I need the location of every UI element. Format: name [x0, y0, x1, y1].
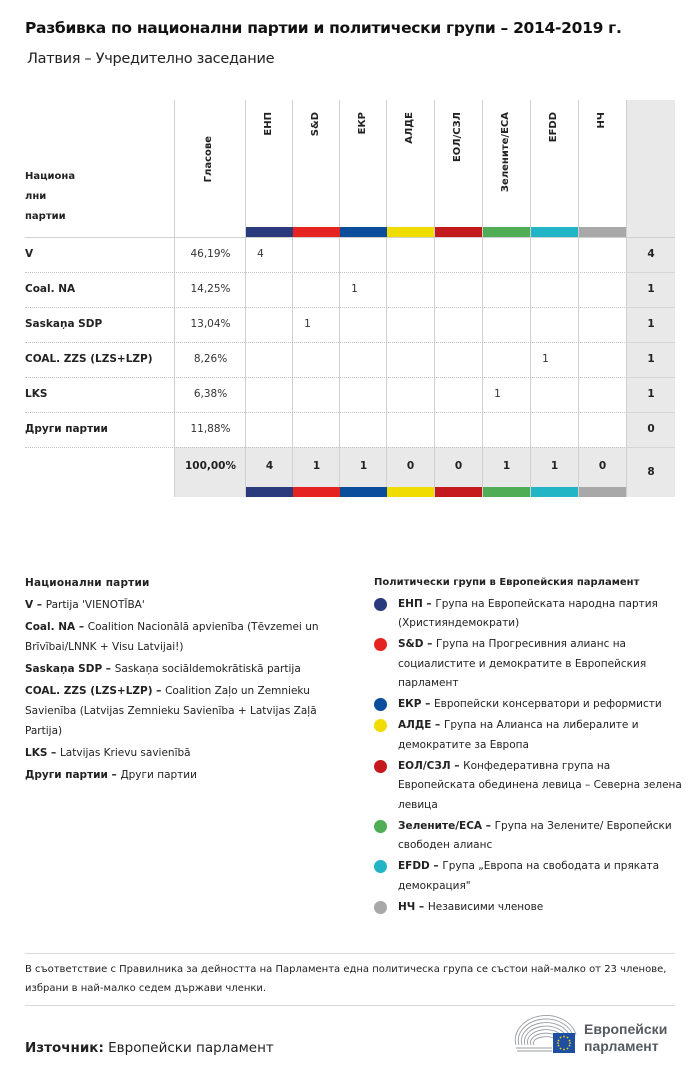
col-header-group: ЕНП: [263, 112, 274, 136]
total-seats-cell: 8: [647, 466, 655, 478]
national-parties-legend: [25, 573, 355, 787]
group-color-bar-top: [293, 227, 340, 237]
group-color-bar-bottom: [531, 487, 578, 497]
separator: –: [152, 685, 166, 697]
row-divider: [25, 447, 627, 448]
col-header-group: ЕОЛ/СЗЛ: [452, 112, 463, 163]
row-divider: [627, 272, 675, 273]
column-divider: [482, 100, 483, 497]
political-group-item: [374, 595, 684, 634]
row-divider: [25, 377, 627, 378]
group-abbr: EFDD: [398, 860, 430, 872]
row-party-label: V: [25, 248, 34, 260]
row-group-seats-cell: 1: [494, 388, 501, 400]
group-abbr: АЛДЕ: [398, 719, 432, 731]
separator: –: [482, 819, 495, 832]
group-color-dot-icon: [374, 860, 387, 873]
separator: –: [429, 860, 443, 872]
group-abbr: ЕНП: [398, 597, 423, 610]
results-table: [0, 0, 700, 500]
logo-text-line2: парламент: [584, 1038, 659, 1054]
group-color-bar-top: [387, 227, 434, 237]
party-name: Latvijas Krievu savienībā: [59, 747, 191, 759]
separator: –: [422, 597, 436, 610]
group-color-dot-icon: [374, 698, 387, 711]
seats-column-bg: [627, 100, 675, 497]
row-divider: [25, 412, 627, 413]
total-group-seats-cell: 1: [359, 460, 368, 472]
party-name: Други партии: [120, 769, 197, 781]
national-party-item: [25, 743, 355, 763]
total-group-seats-cell: 1: [550, 460, 559, 472]
col-header-group: ЕКР: [357, 112, 368, 135]
row-party-label: COAL. ZZS (LZS+LZP): [25, 353, 153, 365]
political-groups-heading: Политически групи в Европейския парламент: [374, 577, 640, 588]
political-group-item: [374, 695, 684, 715]
group-abbr: ЕКР: [398, 698, 422, 710]
column-divider: [245, 100, 246, 497]
group-color-bar-top: [483, 227, 530, 237]
row-total-seats-cell: 4: [647, 248, 655, 260]
divider: [25, 1005, 675, 1006]
group-abbr: S&D: [398, 638, 424, 650]
row-divider: [627, 412, 675, 413]
row-divider: [25, 342, 627, 343]
row-total-seats-cell: 1: [647, 283, 655, 295]
party-abbr: COAL. ZZS (LZS+LZP): [25, 685, 153, 697]
group-color-bar-bottom: [293, 487, 340, 497]
row-votes-cell: 11,88%: [190, 423, 231, 435]
col-header-group: Зелените/ЕСА: [500, 112, 511, 193]
party-abbr: V: [25, 599, 34, 611]
group-color-dot-icon: [374, 719, 387, 732]
political-group-item: [374, 716, 684, 755]
group-name: Група на Европейската народна партия (Християндемократи): [398, 597, 658, 629]
group-color-bar-bottom: [483, 487, 530, 497]
column-divider: [530, 100, 531, 497]
row-divider: [627, 342, 675, 343]
ep-logo: [512, 1015, 682, 1055]
separator: –: [421, 698, 435, 710]
national-party-item: [25, 659, 355, 679]
row-divider: [627, 377, 675, 378]
political-group-item: [374, 857, 684, 896]
party-name: Saskaņa sociāldemokrātiskā partija: [114, 663, 301, 675]
row-votes-cell: 8,26%: [193, 353, 228, 365]
separator: –: [431, 719, 444, 731]
footnote: В съответствие с Правилника за дейността на Парламента една политическа група се състои най-малко от 23 членове, избрани в най-малко седем държави членки.: [25, 964, 667, 994]
total-group-seats-cell: 0: [454, 460, 463, 472]
row-party-label: Coal. NA: [25, 283, 76, 295]
row-total-seats-cell: 0: [647, 423, 655, 435]
group-name: Независими членове: [427, 900, 544, 913]
group-color-bar-top: [246, 227, 293, 237]
total-group-seats-cell: 1: [312, 460, 321, 472]
group-name: Група „Европа на свободата и пряката демокрация": [398, 860, 660, 892]
row-votes-cell: 46,19%: [190, 248, 231, 260]
national-party-item: [25, 595, 355, 615]
separator: –: [75, 621, 88, 633]
group-abbr: Зелените/ЕСА: [398, 819, 483, 832]
row-group-seats-cell: 1: [542, 353, 549, 365]
column-divider: [174, 100, 175, 497]
total-votes-cell: 100,00%: [184, 460, 237, 472]
national-party-item: [25, 765, 355, 785]
group-color-bar-top: [579, 227, 626, 237]
national-party-item: [25, 681, 355, 741]
row-group-seats-cell: 1: [304, 318, 311, 330]
party-name: Partija 'VIENOTĪBA': [45, 599, 145, 611]
group-name: Европейски консерватори и реформисти: [434, 698, 662, 710]
political-group-item: [374, 757, 684, 816]
column-divider: [292, 100, 293, 497]
group-color-bar-bottom: [579, 487, 626, 497]
party-name: Coalition Nacionālā apvienība (Tēvzemei un Brīvībai/LNNK + Visu Latvijai!): [25, 621, 319, 653]
header-divider: [25, 237, 675, 238]
column-divider: [578, 100, 579, 497]
group-color-dot-icon: [374, 820, 387, 833]
group-color-bar-bottom: [387, 487, 434, 497]
col-header-group: EFDD: [548, 112, 559, 143]
group-color-bar-bottom: [340, 487, 387, 497]
total-group-seats-cell: 1: [502, 460, 511, 472]
hemicycle-icon: [512, 1015, 582, 1055]
logo-text: [584, 1021, 667, 1055]
total-group-seats-cell: 0: [406, 460, 415, 472]
party-abbr: Други партии: [25, 769, 108, 781]
separator: –: [33, 599, 46, 611]
column-divider: [339, 100, 340, 497]
row-total-seats-cell: 1: [647, 318, 655, 330]
col-header-parties-line: Национа: [25, 171, 76, 182]
source-label: Източник:: [25, 1040, 104, 1056]
row-group-seats-cell: 1: [351, 283, 358, 295]
row-votes-cell: 13,04%: [190, 318, 231, 330]
row-divider: [25, 272, 627, 273]
separator: –: [415, 900, 428, 913]
separator: –: [423, 638, 436, 650]
col-header-parties-line: партии: [25, 211, 66, 222]
col-header-parties: [25, 167, 85, 227]
logo-text-line1: Европейски: [584, 1021, 668, 1037]
column-divider: [626, 100, 627, 497]
group-color-bar-bottom: [246, 487, 293, 497]
party-name: Coalition Zaļo un Zemnieku Savienība (Latvijas Zemnieku Savienība + Latvijas Zaļā Partija): [25, 685, 317, 737]
political-group-item: [374, 898, 684, 918]
page-subtitle: Латвия – Учредително заседание: [27, 51, 275, 67]
page-title: Разбивка по национални партии и политически групи – 2014-2019 г.: [25, 19, 622, 37]
separator: –: [47, 747, 60, 759]
row-votes-cell: 6,38%: [193, 388, 228, 400]
col-header-votes: Гласове: [203, 136, 214, 183]
group-name: Група на Прогресивния алианс на социалистите и демократите в Европейския парламент: [398, 638, 647, 689]
group-name: Група на Алианса на либералите и демократите за Европа: [398, 719, 639, 751]
row-votes-cell: 14,25%: [190, 283, 231, 295]
group-color-bar-top: [435, 227, 482, 237]
group-abbr: НЧ: [398, 900, 416, 913]
col-header-parties-line: лни: [25, 191, 47, 202]
group-color-dot-icon: [374, 760, 387, 773]
group-color-dot-icon: [374, 901, 387, 914]
group-name: Група на Зелените/ Европейски свободен алианс: [398, 819, 672, 851]
col-header-group: S&D: [310, 112, 321, 137]
political-groups-legend: [374, 573, 684, 919]
row-party-label: LKS: [25, 388, 48, 400]
row-group-seats-cell: 4: [257, 248, 264, 260]
group-color-bar-top: [340, 227, 387, 237]
separator: –: [450, 759, 464, 772]
national-parties-heading: Национални партии: [25, 577, 150, 589]
party-abbr: LKS: [25, 747, 48, 759]
row-divider: [627, 307, 675, 308]
divider: [25, 953, 675, 954]
col-header-group: НЧ: [596, 112, 607, 129]
row-divider: [627, 447, 675, 448]
national-party-item: [25, 617, 355, 657]
column-divider: [434, 100, 435, 497]
group-color-dot-icon: [374, 638, 387, 651]
political-group-item: [374, 817, 684, 856]
total-group-seats-cell: 4: [265, 460, 274, 472]
group-abbr: ЕОЛ/СЗЛ: [398, 759, 451, 772]
party-abbr: Coal. NA: [25, 621, 76, 633]
source-line: [25, 1040, 274, 1056]
group-color-bar-bottom: [435, 487, 482, 497]
group-name: Конфедеративна група на Европейската обединена левица – Северна зелена левица: [398, 759, 682, 811]
row-party-label: Други партии: [25, 423, 108, 435]
source-value: Европейски парламент: [108, 1040, 274, 1056]
row-total-seats-cell: 1: [647, 388, 655, 400]
column-divider: [386, 100, 387, 497]
row-party-label: Saskaņa SDP: [25, 318, 103, 330]
row-total-seats-cell: 1: [647, 353, 655, 365]
separator: –: [102, 663, 115, 675]
group-color-dot-icon: [374, 598, 387, 611]
political-group-item: [374, 635, 684, 694]
separator: –: [107, 769, 121, 781]
row-divider: [25, 307, 627, 308]
total-group-seats-cell: 0: [598, 460, 607, 472]
party-abbr: Saskaņa SDP: [25, 663, 103, 675]
col-header-group: АЛДЕ: [404, 112, 415, 144]
group-color-bar-top: [531, 227, 578, 237]
